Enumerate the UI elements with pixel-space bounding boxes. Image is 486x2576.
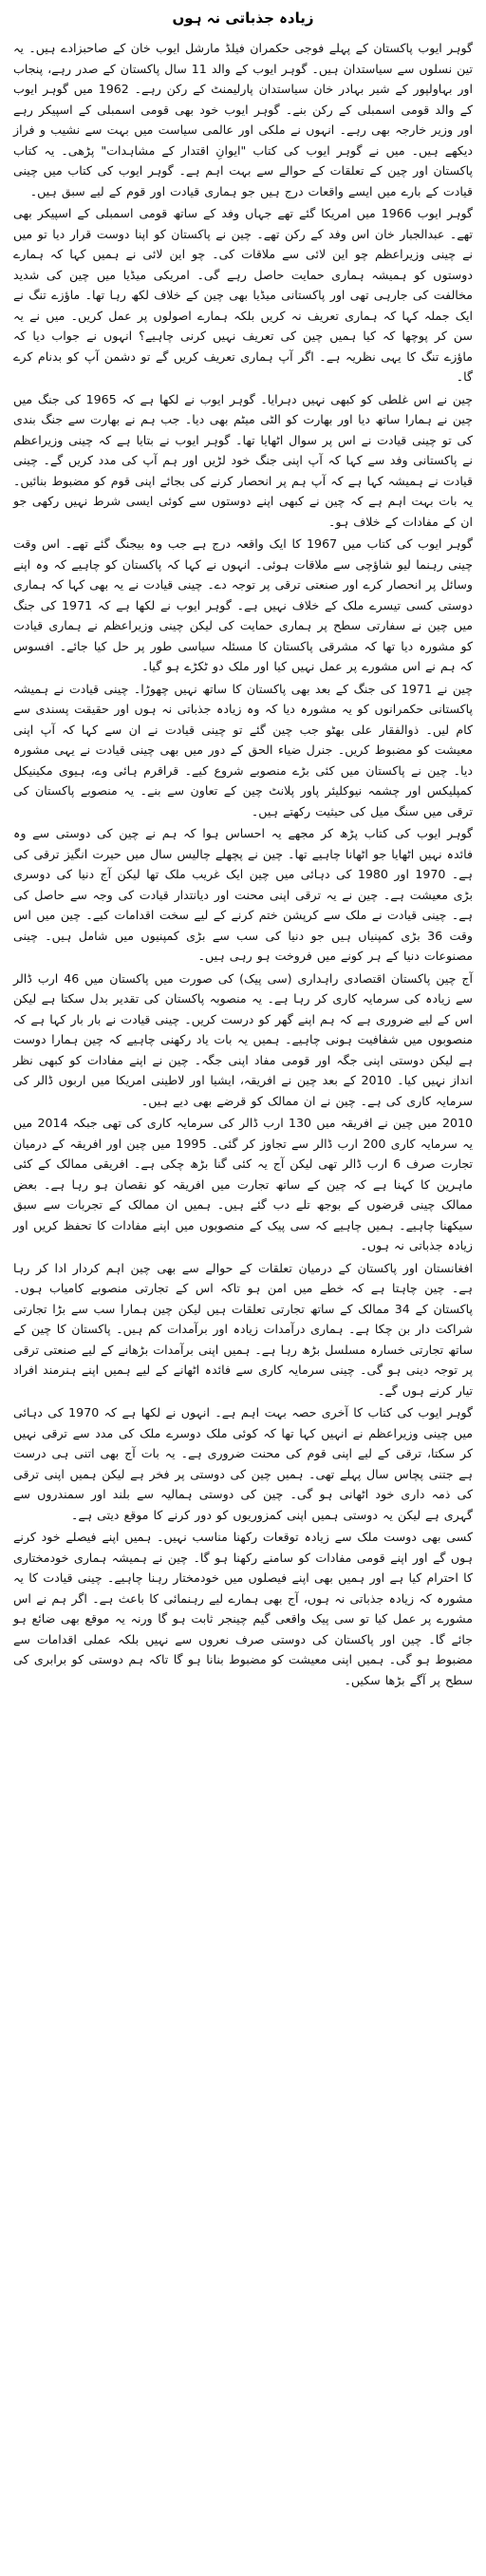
article-paragraph: چین نے اس غلطی کو کبھی نہیں دہرایا۔ گوہر ایوب نے لکھا ہے کہ 1965 کی جنگ میں چین نے ہمارا ساتھ دیا اور بھارت کو الٹی میٹم بھی دیا۔ جب ہم نے بھارت سے جنگ بندی کی تو چینی قیادت نے اس پر سوال اٹھایا تھا۔ گوہر ایوب نے بتایا ہے کہ چینی وزیراعظم نے پاکستانی وفد سے کہا کہ آپ اپنی جنگ خود لڑیں اور ہم آپ کی مدد کریں گے۔ چینی قیادت نے ہمیشہ کہا ہے کہ آپ ہم پر انحصار کرنے کی بجائے اپنی قوم کو مضبوط بنائیں۔ یہ بات بہت اہم ہے کہ چین نے کبھی اپنے دوستوں سے کوئی ایسی شرط نہیں رکھی جو ان کے مفادات کے خلاف ہو۔: [13, 391, 473, 529]
article-body: [13, 38, 473, 1690]
article-paragraph: کسی بھی دوست ملک سے زیادہ توقعات رکھنا مناسب نہیں۔ ہمیں اپنے فیصلے خود کرنے ہوں گے اور اپنے قومی مفادات کو سامنے رکھنا ہو گا۔ چین نے ہمیشہ ہماری خودمختاری کا احترام کیا ہے اور ہمیں بھی اپنے فیصلوں میں خودمختار رہنا چاہیے۔ چینی قیادت کا یہ مشورہ کہ زیادہ جذباتی نہ ہوں، آج بھی ہمارے لیے رہنمائی کا باعث ہے۔ اگر ہم نے اس مشورے پر عمل کیا تو سی پیک واقعی گیم چینجر ثابت ہو گا ورنہ یہ موقع بھی ضائع ہو جائے گا۔ چین اور پاکستان کی دوستی صرف نعروں سے نہیں بلکہ عملی اقدامات سے مضبوط ہو گی۔ ہمیں اپنی معیشت کو مضبوط بنانا ہو گا تاکہ ہم دوستی کو برابری کی سطح پر آگے بڑھا سکیں۔: [13, 1530, 473, 1687]
article-paragraph: چین نے 1971 کی جنگ کے بعد بھی پاکستان کا ساتھ نہیں چھوڑا۔ چینی قیادت نے ہمیشہ پاکستانی حکمرانوں کو یہ مشورہ دیا کہ وہ زیادہ جذباتی نہ ہوں اور حقیقت پسندی سے کام لیں۔ ذوالفقار علی بھٹو جب چین گئے تو چینی قیادت نے ان سے کہا کہ آپ اپنی معیشت کو مضبوط کریں۔ جنرل ضیاء الحق کے دور میں بھی چینی قیادت نے یہی مشورہ دیا۔ چین نے پاکستان میں کئی بڑے منصوبے شروع کیے۔ قراقرم ہائی وے، ہیوی مکینیکل کمپلیکس اور چشمہ نیوکلیئر پاور پلانٹ چین کے تعاون سے بنے۔ یہ منصوبے پاکستان کی ترقی میں سنگ میل کی حیثیت رکھتے ہیں۔: [13, 681, 473, 818]
article-paragraph: 2010 میں چین نے افریقہ میں 130 ارب ڈالر کی سرمایہ کاری کی تھی جبکہ 2014 میں یہ سرمایہ کاری 200 ارب ڈالر سے تجاوز کر گئی۔ 1995 میں چین اور افریقہ کے درمیان تجارت صرف 6 ارب ڈالر تھی لیکن آج یہ کئی گنا بڑھ چکی ہے۔ افریقی ممالک کے کئی ماہرین کا کہنا ہے کہ چین کے ساتھ تجارت میں افریقہ کو نقصان ہو رہا ہے۔ بعض ممالک چینی قرضوں کے بوجھ تلے دب گئے ہیں۔ ہمیں ان ممالک کے تجربات سے سبق سیکھنا چاہیے۔ ہمیں چاہیے کہ سی پیک کے منصوبوں میں اپنے مفادات کا تحفظ کریں اور زیادہ جذباتی نہ ہوں۔: [13, 1116, 474, 1252]
article-paragraph: آج چین پاکستان اقتصادی راہداری (سی پیک) کی صورت میں پاکستان میں 46 ارب ڈالر سے زیادہ کی سرمایہ کاری کر رہا ہے۔ یہ منصوبہ پاکستان کی تقدیر بدل سکتا ہے لیکن اس کے لیے ضروری ہے کہ ہم اپنے گھر کو درست کریں۔ چینی قیادت نے بار بار کہا ہے کہ منصوبوں میں شفافیت ہونی چاہیے۔ ہمیں یہ بات یاد رکھنی چاہیے کہ چین ہمارا دوست ہے لیکن دوستی اپنی جگہ اور قومی مفاد اپنی جگہ۔ چین نے اپنے مفادات کو کبھی نظر انداز نہیں کیا۔ 2010 کے بعد چین نے افریقہ، ایشیا اور لاطینی امریکا میں اربوں ڈالر کی سرمایہ کاری کی ہے۔ چین نے ان ممالک کو قرضے بھی دیے ہیں۔: [13, 970, 474, 1108]
article-paragraph: گوہر ایوب کی کتاب میں 1967 کا ایک واقعہ درج ہے جب وہ بیجنگ گئے تھے۔ اس وقت چینی رہنما لیو شاؤچی سے ملاقات ہوئی۔ انہوں نے کہا کہ پاکستان کو چاہیے کہ وہ اپنے وسائل پر انحصار کرے اور صنعتی ترقی پر توجہ دے۔ چینی قیادت نے یہ بھی کہا کہ ہماری دوستی کسی تیسرے ملک کے خلاف نہیں ہے۔ گوہر ایوب نے لکھا ہے کہ 1971 کی جنگ میں چین نے سفارتی سطح پر ہماری حمایت کی لیکن چینی وزیراعظم نے ہماری قیادت کو مشورہ دیا تھا کہ مشرقی پاکستان کا مسئلہ سیاسی طور پر حل کیا جائے۔ افسوس کہ ہم نے اس مشورے پر عمل نہیں کیا اور ملک دو ٹکڑے ہو گیا۔: [13, 536, 474, 673]
article-paragraph: گوہر ایوب کی کتاب کا آخری حصہ بہت اہم ہے۔ انہوں نے لکھا ہے کہ 1970 کی دہائی میں چینی وزیراعظم نے انہیں کہا تھا کہ کوئی ملک دوسرے ملک کی مدد سے ترقی نہیں کر سکتا، ترقی کے لیے اپنی قوم کی محنت ضروری ہے۔ یہ بات آج بھی اتنی ہی درست ہے جتنی پچاس سال پہلے تھی۔ ہمیں چین کی دوستی پر فخر ہے لیکن ہمیں اپنی ترقی کی ذمہ داری خود اٹھانی ہو گی۔ چین کی دوستی ہمالیہ سے بلند اور سمندروں سے گہری ہے لیکن یہ دوستی ہمیں اپنی کمزوریوں کو دور کرنے کا موقع دیتی ہے۔: [13, 1405, 474, 1522]
article-paragraph: گوہر ایوب 1966 میں امریکا گئے تھے جہاں وفد کے ساتھ قومی اسمبلی کے اسپیکر بھی تھے۔ عبدالجبار خان اس وفد کے رکن تھے۔ چین نے پاکستان کو اپنا دوست قرار دیا تو میں نے چینی وزیراعظم چو این لائی سے ملاقات کی۔ چو این لائی نے ہمیں کہا کہ ہمارے دوستوں کو ہمیشہ ہماری حمایت حاصل رہے گی۔ امریکی میڈیا میں چین کی شدید مخالفت کی جارہی تھی اور پاکستانی میڈیا بھی چین کے خلاف لکھ رہا تھا۔ ماؤزے تنگ نے ایک جملہ کہا کہ ہماری تعریف نہ کریں بلکہ ہمارے اصولوں پر عمل کریں۔ میں نے یہ سن کر پوچھا کہ کیا ہمیں چین کی تعریف نہیں کرنی چاہیے؟ انہوں نے جواب دیا کہ ماؤزے تنگ کا یہی نظریہ ہے۔ اگر آپ ہماری تعریف کریں گے تو دشمن آپ کو بدنام کرے گا۔: [13, 206, 473, 384]
article-paragraph: گوہر ایوب پاکستان کے پہلے فوجی حکمران فیلڈ مارشل ایوب خان کے صاحبزادے ہیں۔ یہ تین نسلوں سے سیاستدان ہیں۔ گوہر ایوب کے والد 11 سال پاکستان کے صدر رہے، پنجاب اور بہاولپور کے شیر بہادر خان سیاستدان پارلیمنٹ کے رکن رہے۔ 1962 میں گوہر ایوب کے والد قومی اسمبلی کے رکن بنے۔ گوہر ایوب خود بھی قومی اسمبلی کے اسپیکر رہے اور وزیر خارجہ بھی رہے۔ انہوں نے ملکی اور عالمی سیاست میں بہت سے نشیب و فراز دیکھے ہیں۔ میں نے گوہر ایوب کی کتاب "ایوانِ اقتدار کے مشاہدات" پڑھی۔ یہ کتاب پاکستان اور چین کے تعلقات کے حوالے سے بہت اہم ہے۔ گوہر ایوب کی کتاب میں چینی قیادت کے بارے میں ایسے واقعات درج ہیں جو ہماری قیادت اور قوم کے لیے سبق ہیں۔: [12, 41, 473, 198]
article-title: زیادہ جذباتی نہ ہوں: [172, 9, 314, 27]
article-paragraph: افغانستان اور پاکستان کے درمیان تعلقات کے حوالے سے بھی چین اہم کردار ادا کر رہا ہے۔ چین چاہتا ہے کہ خطے میں امن ہو تاکہ اس کے تجارتی منصوبے کامیاب ہوں۔ پاکستان کے 34 ممالک کے ساتھ تجارتی تعلقات ہیں لیکن چین ہمارا سب سے بڑا تجارتی شراکت دار بن چکا ہے۔ ہماری درآمدات زیادہ اور برآمدات کم ہیں۔ پاکستان کا چین کے ساتھ تجارتی خسارہ مسلسل بڑھ رہا ہے۔ ہمیں اپنی برآمدات بڑھانے کے لیے صنعتی ترقی پر توجہ دینی ہو گی۔ چینی سرمایہ کاری سے فائدہ اٹھانے کے لیے ہمیں اپنے ہنرمند افراد تیار کرنے ہوں گے۔: [13, 1260, 473, 1398]
article-paragraph: گوہر ایوب کی کتاب پڑھ کر مجھے یہ احساس ہوا کہ ہم نے چین کی دوستی سے وہ فائدہ نہیں اٹھایا جو اٹھانا چاہیے تھا۔ چین نے پچھلے چالیس سال میں حیرت انگیز ترقی کی ہے۔ 1970 اور 1980 کی دہائی میں چین ایک غریب ملک تھا لیکن آج دنیا کی دوسری بڑی معیشت ہے۔ چین نے یہ ترقی اپنی محنت اور دیانتدار قیادت کی وجہ سے حاصل کی ہے۔ چینی قیادت نے ملک سے کرپشن ختم کرنے کے لیے سخت اقدامات کیے۔ چین میں اس وقت 36 بڑی کمپنیاں ہیں جو دنیا کی سب سے بڑی کمپنیوں میں شامل ہیں۔ چینی مصنوعات دنیا کے ہر کونے میں فروخت ہو رہی ہیں۔: [13, 826, 473, 963]
